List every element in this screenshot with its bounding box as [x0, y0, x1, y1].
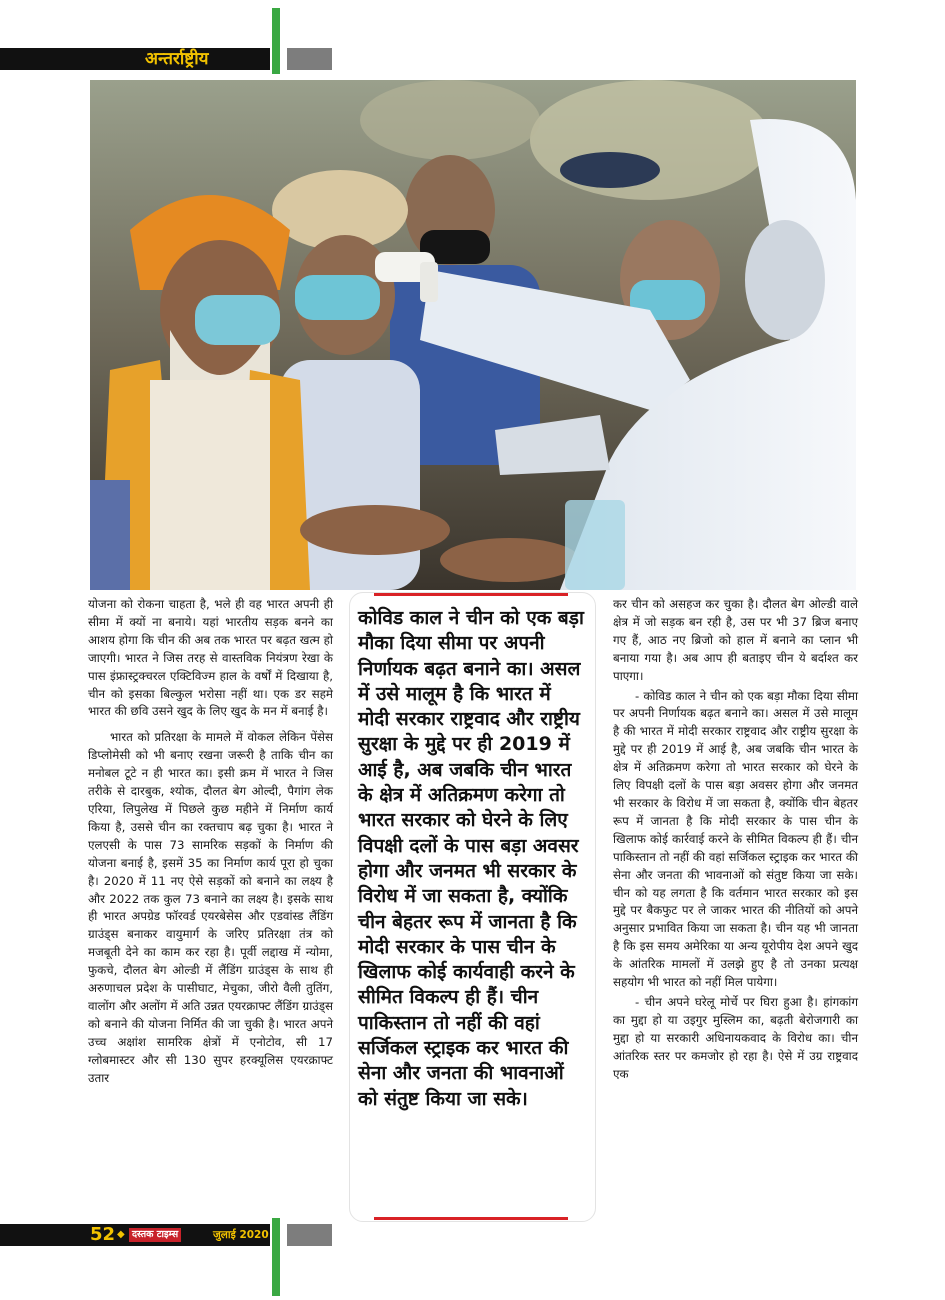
page-number: 52 — [90, 1224, 116, 1245]
section-title: अन्तर्राष्ट्रीय — [145, 49, 209, 69]
bullet-icon: ◆ — [117, 1229, 125, 1240]
left-paragraph-2: भारत को प्रतिरक्षा के मामले में वोकल लेकिन पेंसेस डिप्लोमेसी को भी बनाए रखना जरूरी है ताकि चीन का मनोबल टूटे न ही भारत का। इसी क्रम में भारत ने जिस तरीके से दारबुक, श्योक, दौलत बेग ओल्दी, पैगांग लेक एरिया, लिपुलेख में पिछले कुछ महीने में निर्माण कार्य किया है, उससे चीन का रक्तचाप बढ़ चुका है। भारत ने एलएसी के पास 73 सामरिक सड़कों के निर्माण की योजना बनाई है, इसमें 35 का निर्माण कार्य पूरा हो चुका है। 2020 में 11 नए ऐसे सड़कों को बनाने का लक्ष्य है और 2022 तक कुल 73 बनाने का लक्ष्य है। इसके साथ ही भारत अपग्रेड फॉरवर्ड एयरबेसेस और एडवांस्ड लैंडिंग ग्राउंड्स बनाकर वायुमार्ग के जरिए प्रतिरक्षा तंत्र को मजबूती देने का काम कर रहा है। पूर्वी लद्दाख में न्योमा, फुकचे, दौलत बेग ओल्डी में लैंडिंग ग्राउंड्स के साथ ही अरुणाचल प्रदेश के पासीघाट, मेचुका, जीरो वैली तुतिंग, वालोंग और अलोंग में अति उन्नत एयरक्राफ्ट लैंडिंग ग्राउंड्स को बनाने की योजना निर्मित की जा चुकी है। भारत अपने उच्च अक्षांश सामरिक क्षेत्रों में एनोटोव, सी 17 ग्लोबमास्टर और सी 130 सुपर हरक्यूलिस एयरक्राफ्ट उतार — [88, 730, 333, 1085]
right-paragraph-3: - चीन अपने घरेलू मोर्चे पर घिरा हुआ है। हांगकांग का मुद्दा हो या उइगुर मुस्लिम का, बढ़ती बेरोजगारी का मुद्दा हो या सरकारी अधिनायकवाद के विरोध का। चीन आंतरिक स्तर पर कमजोर हो रहा है। ऐसे में उग्र राष्ट्रवाद एक — [613, 994, 858, 1081]
footer-gray-block — [287, 1224, 332, 1246]
header-gray-block — [287, 48, 332, 70]
header-bar — [0, 48, 270, 70]
pull-quote-text: कोविड काल ने चीन को एक बड़ा मौका दिया सीमा पर अपनी निर्णायक बढ़त बनाने का। असल में उसे मालूम है कि भारत में मोदी सरकार राष्ट्रवाद और राष्ट्रीय सुरक्षा के मुद्दे पर ही 2019 में आई है, अब जबकि चीन भारत के क्षेत्र में अतिक्रमण करेगा तो भारत सरकार को घेरने के लिए विपक्षी दलों के पास बड़ा अवसर होगा और जनमत भी सरकार के विरोध में जा सकता है, क्योंकि चीन बेहतर रूप में जानता है कि मोदी सरकार के पास चीन के खिलाफ कोई कार्यवाही करने के सीमित विकल्प ही हैं। चीन पाकिस्तान तो नहीं की वहां सर्जिकल स्ट्राइक कर भारत की सेना और जनता की भावनाओं को संतुष्ट किया जा सके। — [358, 607, 584, 1110]
magazine-logo: दस्तक टाइम्स — [129, 1228, 181, 1242]
photo-covid-screening-image — [90, 80, 856, 590]
right-paragraph-2: - कोविड काल ने चीन को एक बड़ा मौका दिया सीमा पर अपनी निर्णायक बढ़त बनाने का। असल में उसे मालूम है की भारत में मोदी सरकार राष्ट्रवाद और राष्ट्रीय सुरक्षा के मुद्दे पर ही 2019 में आई है, अब जबकि चीन भारत के क्षेत्र में अतिक्रमण करेगा तो भारत सरकार को घेरने के लिए विपक्षी दलों के पास बड़ा अवसर होगा और जनमत भी सरकार के विरोध में जा सकता है, क्योंकि चीन बेहतर रूप में जानता है कि मोदी सरकार के पास चीन के खिलाफ कोई कार्रवाई करने के सीमित विकल्प ही हैं। चीन पाकिस्तान तो नहीं की वहां सर्जिकल स्ट्राइक कर भारत की सेना और जनता की भावनाओं को संतुष्ट किया जा सके। चीन को यह लगता है कि वर्तमान भारत सरकार को इस मुद्दे पर बैकफुट पर ले जाकर भारत की नीतियों को अपने अनुसार प्रभावित किया जा सकता है। चीन यह भी जानता है कि इस समय अमेरिका या अन्य यूरोपीय देश अपने खुद के आंतरिक मामलों में उलझे हुए है तो उनका प्रत्यक्ष सहयोग भी भारत को नहीं मिल पायेगा। — [613, 688, 858, 990]
pull-quote-rule-bottom — [374, 1217, 568, 1220]
issue-date: जुलाई 2020 — [213, 1229, 269, 1241]
right-column — [613, 596, 858, 1083]
article-photo — [90, 80, 856, 590]
right-paragraph-1: कर चीन को असहज कर चुका है। दौलत बेग ओल्डी वाले क्षेत्र में जो सड़क बन रही है, उस पर भी 37 ब्रिज बनाए गए हैं, आठ नए ब्रिजो को हाल में बनाने का प्लान भी बनाया गया है। अब आप ही बताइए चीन ये बर्दाश्त कर पाएगा। — [613, 597, 858, 683]
footer-accent-stripe — [272, 1218, 280, 1296]
header-accent-stripe — [272, 8, 280, 74]
left-column — [88, 596, 333, 1087]
left-paragraph-1: योजना को रोकना चाहता है, भले ही वह भारत अपनी ही सीमा में क्यों ना बनाये। यहां भारतीय सड़क बनने का आशय होगा कि चीन की अब तक भारत पर बढ़त खत्म हो जाएगी। भारत ने जिस तरह से वास्तविक नियंत्रण रेखा के पास इंफ्रास्ट्रक्चरल एक्टिविज्म हाल के वर्षों में दिखाया है, चीन को इसका बिल्कुल भरोसा नहीं था। एक डर सहमे भारत की छवि उसने खुद के लिए खुद के मन में बनाई है। — [88, 597, 333, 719]
pull-quote-rule-top — [374, 593, 568, 596]
